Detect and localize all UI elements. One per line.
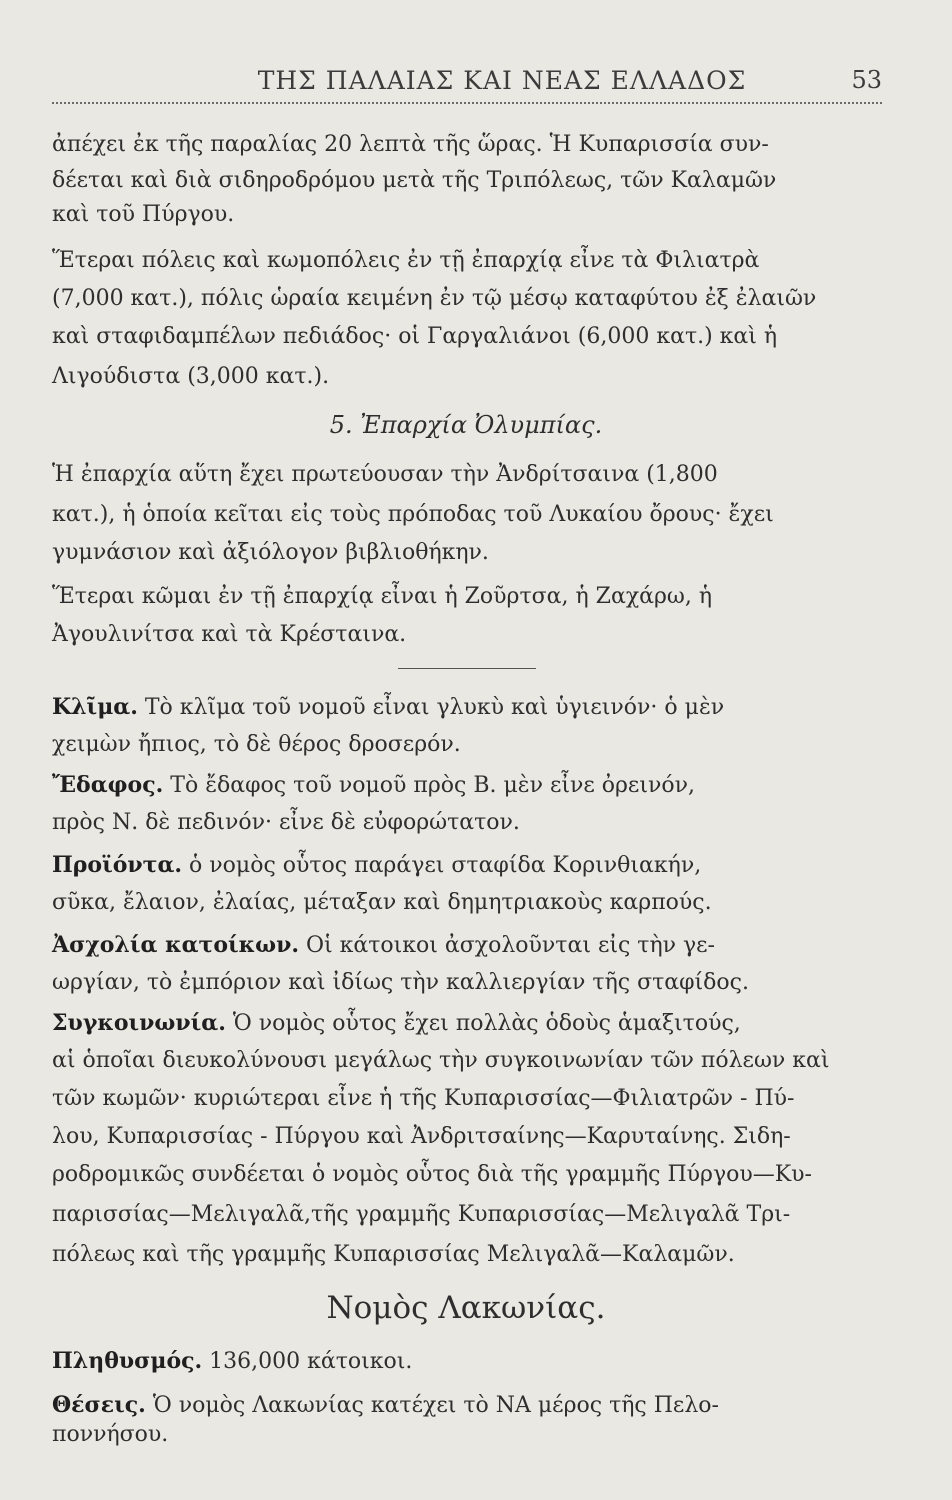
text-run: Ὁ νομὸς Λακωνίας κατέχει τὸ ΝΑ μέρος τῆς Πελο- [145,1393,719,1418]
text-run: Ὁ νομὸς οὗτος ἔχει πολλὰς ὁδοὺς ἁμαξιτούς, [225,1011,741,1036]
text-run: Οἱ κάτοικοι ἀσχολοῦνται εἰς τὴν γε- [299,933,715,958]
text-line: χειμὼν ἤπιος, τὸ δὲ θέρος δροσερόν. [52,732,461,757]
text-line: κατ.), ἡ ὁποία κεῖται εἰς τοὺς πρόποδας τοῦ Λυκαίου ὄρους· ἔχει [52,502,774,527]
text-line [52,1390,880,1421]
text-line: αἱ ὁποῖαι διευκολύνουσι μεγάλως τὴν συγκοινωνίαν τῶν πόλεων καὶ [52,1048,830,1073]
text-line [52,930,880,961]
text-line: Ἕτεραι πόλεις καὶ κωμοπόλεις ἐν τῇ ἐπαρχίᾳ εἶνε τὰ Φιλιατρὰ [52,248,760,273]
text-line: καὶ τοῦ Πύργου. [52,202,235,227]
text-line: λου, Κυπαρισσίας - Πύργου καὶ Ἀνδριτσαίνης—Καρυταίνης. Σιδη- [52,1124,791,1149]
text-line: πρὸς Ν. δὲ πεδινόν· εἶνε δὲ εὐφορώτατον. [52,810,520,835]
page-number: 53 [851,66,882,94]
text-line: δέεται καὶ διὰ σιδηροδρόμου μετὰ τῆς Τριπόλεως, τῶν Καλαμῶν [52,168,777,193]
text-run: Τὸ κλῖμα τοῦ νομοῦ εἶναι γλυκὺ καὶ ὑγιεινόν· ὁ μὲν [137,695,725,720]
run-in-heading: Πληθυσμός. [52,1348,203,1374]
running-header [52,66,882,100]
text-line: ποννήσου. [52,1422,169,1447]
text-line [52,692,880,723]
text-line: Ἀγουλινίτσα καὶ τὰ Κρέσταινα. [52,622,407,647]
run-in-heading: Ἔδαφος. [52,772,164,798]
text-line: καὶ σταφιδαμπέλων πεδιάδος· οἱ Γαργαλιάνοι (6,000 κατ.) καὶ ἡ [52,324,778,349]
text-run: Τὸ ἔδαφος τοῦ νομοῦ πρὸς Β. μὲν εἶνε ὀρεινόν, [163,773,695,798]
text-run: 136,000 κάτοικοι. [202,1349,413,1374]
run-in-heading: Θέσεις. [52,1392,146,1418]
text-line [52,770,880,801]
run-in-heading: Κλῖμα. [52,694,138,720]
text-line: Ἕτεραι κῶμαι ἐν τῇ ἐπαρχίᾳ εἶναι ἡ Ζοῦρτσα, ἡ Ζαχάρω, ἡ [52,584,713,609]
text-line: ωργίαν, τὸ ἐμπόριον καὶ ἰδίως τὴν καλλιεργίαν τῆς σταφίδος. [52,970,749,995]
text-line: πόλεως καὶ τῆς γραμμῆς Κυπαρισσίας Μελιγαλᾶ—Καλαμῶν. [52,1242,735,1267]
run-in-heading: Προϊόντα. [52,852,183,878]
text-line: (7,000 κατ.), πόλις ὡραία κειμένη ἐν τῷ μέσῳ καταφύτου ἐξ ἐλαιῶν [52,286,817,311]
text-line: Ἡ ἐπαρχία αὕτη ἔχει πρωτεύουσαν τὴν Ἀνδρίτσαινα (1,800 [52,462,718,487]
text-line: ροδρομικῶς συνδέεται ὁ νομὸς οὗτος διὰ τῆς γραμμῆς Πύργου—Κυ- [52,1162,812,1187]
text-line: γυμνάσιον καὶ ἀξιόλογον βιβλιοθήκην. [52,540,489,565]
text-line [52,850,880,881]
section-separator [398,668,536,669]
header-title: ΤΗΣ ΠΑΛΑΙΑΣ ΚΑΙ ΝΕΑΣ ΕΛΛΑΔΟΣ [257,66,747,95]
text-line: παρισσίας—Μελιγαλᾶ,τῆς γραμμῆς Κυπαρισσίας—Μελιγαλᾶ Τρι- [52,1202,791,1227]
text-line [52,1346,880,1377]
text-line: τῶν κωμῶν· κυριώτεραι εἶνε ἡ τῆς Κυπαρισσίας—Φιλιατρῶν - Πύ- [52,1086,795,1111]
text-line: σῦκα, ἔλαιον, ἐλαίας, μέταξαν καὶ δημητριακοὺς καρπούς. [52,890,712,915]
text-run: ὁ νομὸς οὗτος παράγει σταφίδα Κορινθιακήν, [182,853,702,878]
text-line: ἀπέχει ἐκ τῆς παραλίας 20 λεπτὰ τῆς ὥρας. Ἡ Κυπαρισσία συν- [52,132,769,157]
subsection-heading: Νομὸς Λακωνίας. [326,1290,606,1326]
run-in-heading: Ἀσχολία κατοίκων. [52,932,299,958]
header-rule [52,102,882,104]
section-heading: 5. Ἐπαρχία Ὀλυμπίας. [329,411,603,439]
run-in-heading: Συγκοινωνία. [52,1010,226,1036]
text-line: Λιγούδιστα (3,000 κατ.). [52,364,330,389]
text-line [52,1008,880,1039]
